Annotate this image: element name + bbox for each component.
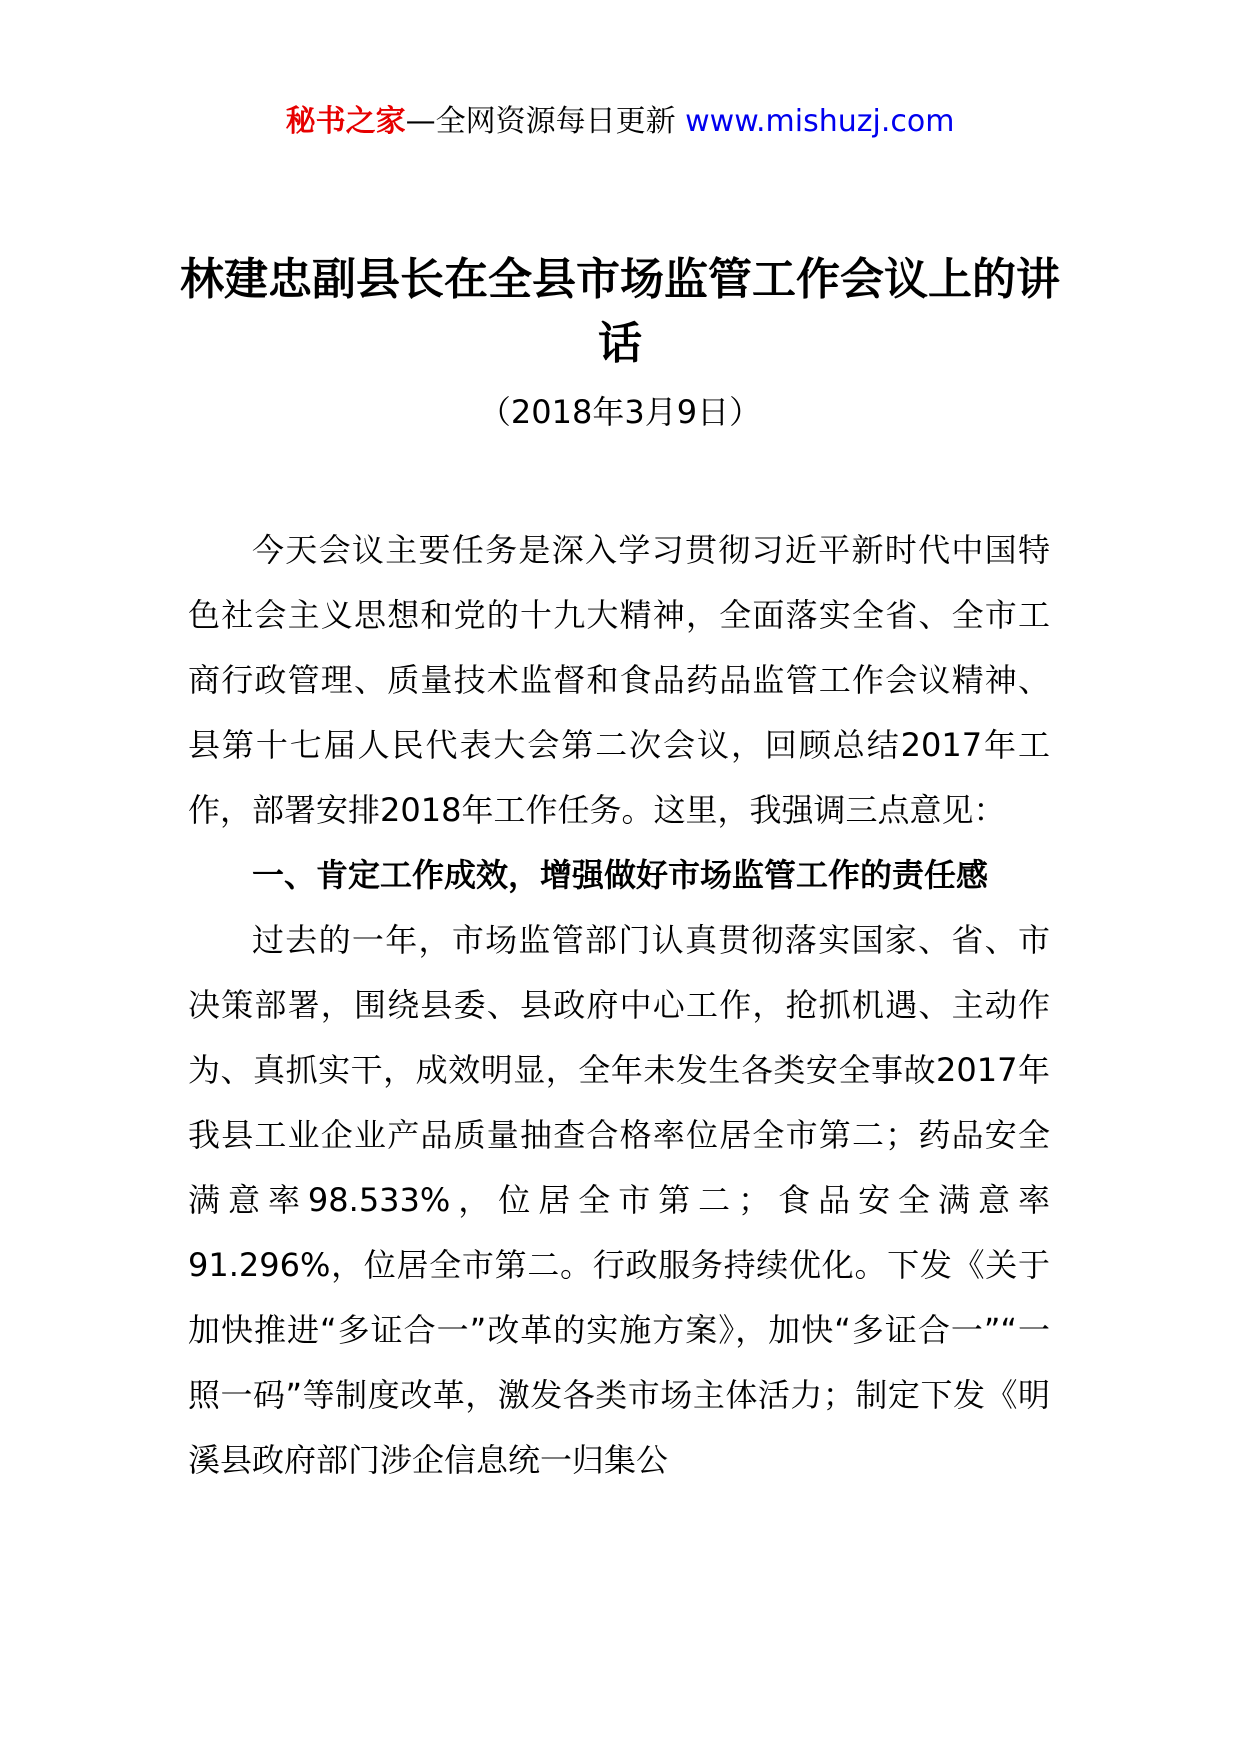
site-header [0,100,1240,144]
section-heading: 一、肯定工作成效，增强做好市场监管工作的责任感 [252,856,989,894]
header-slogan: —全网资源每日更新 [405,104,676,139]
document-title: 林建忠副县长在全县市场监管工作会议上的讲话 [180,254,1060,369]
brand-name: 秘书之家 [285,104,406,139]
document-date: （2018年3月9日） [478,393,762,431]
site-url-link[interactable]: www.mishuzj.com [685,104,955,139]
document-body [188,518,1050,1493]
intro-paragraph: 今天会议主要任务是深入学习贯彻习近平新时代中国特色社会主义思想和党的十九大精神，全面落实全省、全市工商行政管理、质量技术监督和食品药品监管工作会议精神、县第十七届人民代表大会第二次会议，回顾总结2017年工作，部署安排2018年工作任务。这里，我强调三点意见： [188,531,1050,829]
section-paragraph: 过去的一年，市场监管部门认真贯彻落实国家、省、市决策部署，围绕县委、县政府中心工作，抢抓机遇、主动作为、真抓实干，成效明显，全年未发生各类安全事故2017年我县工业企业产品质量抽查合格率位居全市第二；药品安全满意率98.533%，位居全市第二；食品安全满意率91.296%，位居全市第二。行政服务持续优化。下发《关于加快推进“多证合一”改革的实施方案》，加快“多证合一”“一照一码”等制度改革，激发各类市场主体活力；制定下发《明溪县政府部门涉企信息统一归集公 [188,921,1050,1479]
